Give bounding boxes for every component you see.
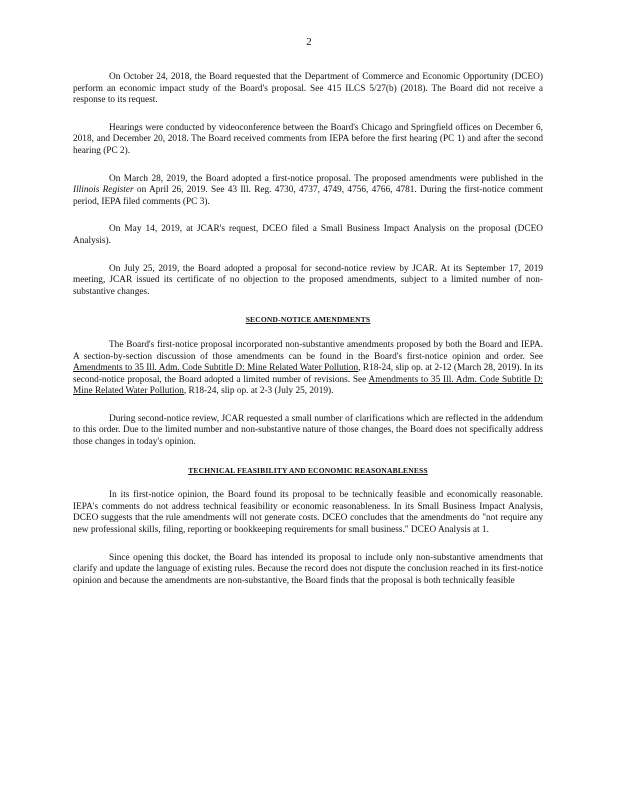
text-segment: , R18-24, slip op. at 2-12 (March 28, 2019). In its second-notice proposal, the Board adopted a limited number of revisions. See bbox=[73, 363, 543, 385]
paragraph-dceo-analysis: On May 14, 2019, at JCAR's request, DCEO filed a Small Business Impact Analysis on the proposal (DCEO Analysis). bbox=[73, 224, 543, 246]
page-number: 2 bbox=[306, 36, 312, 48]
paragraph-conclusion: Since opening this docket, the Board has intended its proposal to include only non-substantive amendments that clarify and update the language of existing rules. Because the record does not dispute the conclusion reached in its first-notice opinion and because the amendments are non-substantive, the Board finds that the proposal is both technically feasible bbox=[73, 552, 543, 586]
register-title: Illinois Register bbox=[73, 185, 134, 196]
paragraph-dceo-request: On October 24, 2018, the Board requested that the Department of Commerce and Economic Opportunity (DCEO) perform an economic impact study of the Board's proposal. See 415 ILCS 5/27(b) (2018). The Board did not receive a response to its request. bbox=[73, 72, 543, 106]
text-segment: On March 28, 2019, the Board adopted a first-notice proposal. The proposed amendments were published in the bbox=[109, 173, 543, 184]
text-segment: on April 26, 2019. See 43 Ill. Reg. 4730, 4737, 4749, 4756, 4766, 4781. During the first-notice comment period, IEPA filed comments (PC 3). bbox=[73, 185, 543, 207]
paragraph-amendments bbox=[73, 340, 543, 398]
text-segment: The Board's first-notice proposal incorporated non-substantive amendments proposed by both the Board and IEPA. A section-by-section discussion of those amendments can be found in the Board's first-notice opinion and order. See bbox=[73, 339, 543, 362]
paragraph-second-notice-review: On July 25, 2019, the Board adopted a proposal for second-notice review by JCAR. At its September 17, 2019 meeting, JCAR issued its certificate of no objection to the proposed amendments, subject to a limited number of non-substantive changes. bbox=[73, 263, 543, 297]
case-citation: Amendments to 35 Ill. Adm. Code Subtitle D: Mine Related Water Pollution bbox=[73, 363, 359, 374]
section-heading-technical: TECHNICAL FEASIBILITY AND ECONOMIC REASONABLENESS bbox=[188, 465, 428, 475]
section-heading-second-notice: SECOND-NOTICE AMENDMENTS bbox=[245, 315, 371, 325]
case-citation: Amendments to 35 Ill. Adm. Code Subtitle D: Mine Related Water Pollution bbox=[73, 374, 543, 397]
paragraph-hearings: Hearings were conducted by videoconference between the Board's Chicago and Springfield offices on December 6, 2018, and December 20, 2018. The Board received comments from IEPA before the first hearing (PC 1) and after the second hearing (PC 2). bbox=[73, 122, 543, 156]
paragraph-first-notice bbox=[73, 174, 543, 209]
paragraph-feasibility: In its first-notice opinion, the Board found its proposal to be technically feasible and economically reasonable. IEPA's comments do not address technical feasibility or economic reasonableness. In its Small Business Impact Analysis, DCEO suggests that the rule amendments will not generate costs. DCEO concludes that the amendments do "not require any new professional skills, filing, reporting or bookkeeping requirements for small business." DCEO Analysis at 1. bbox=[73, 490, 543, 536]
text-segment: , R18-24, slip op. at 2-3 (July 25, 2019). bbox=[183, 386, 334, 397]
document-body bbox=[73, 72, 543, 603]
paragraph-jcar-clarifications: During second-notice review, JCAR requested a small number of clarifications which are reflected in the addendum to this order. Due to the limited number and non-substantive nature of those changes, the Board does not specifically address those changes in today's opinion. bbox=[73, 413, 543, 448]
